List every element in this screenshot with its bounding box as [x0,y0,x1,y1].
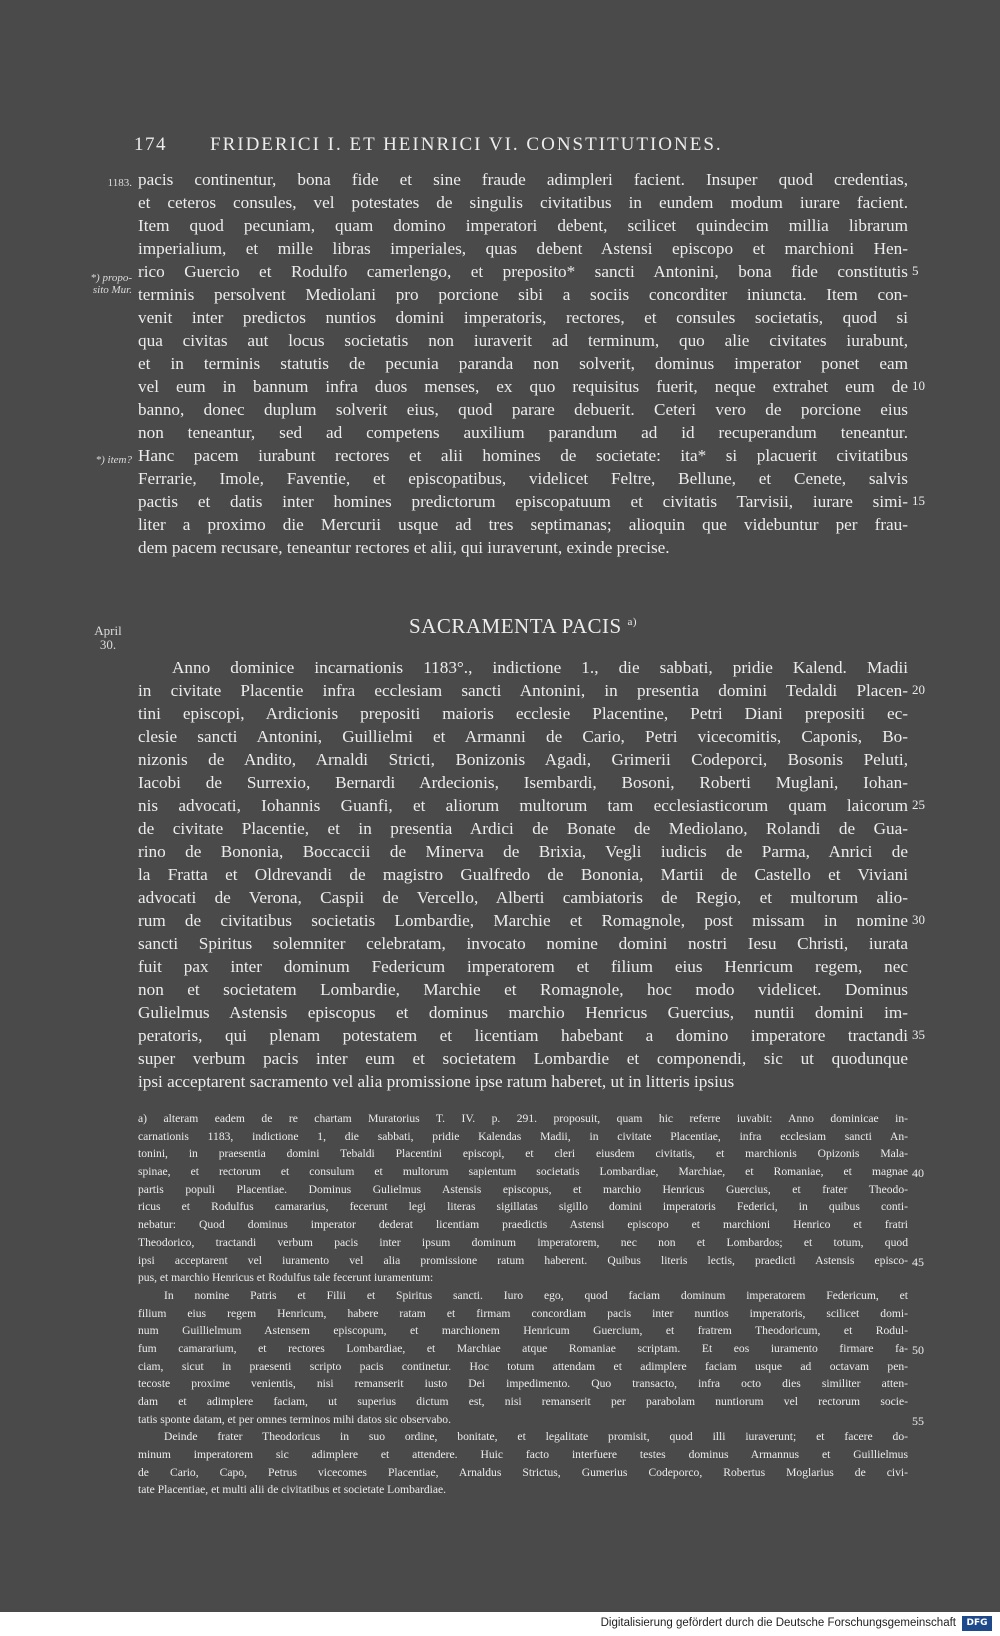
body-line: vel eum in bannum infra duos menses, ex quo requisitus fuerit, neque extrahet eum de [138,377,908,396]
line-number: 35 [912,1027,925,1042]
footnote-line: fum camararium, et rectores Lombardiae, et Marchiae atque Romaniae scriptam. Et eos iuramento firmare fa- [138,1341,908,1355]
section-line: clesie sancti Antonini, Guillielmi et Armanni de Cario, Petri vicecomitis, Caponis, Bo- [138,727,908,746]
body-line: et ceteros consules, vel potestates de singulis civitatibus in eundem modum iurare facient. [138,193,908,212]
section-line: Anno dominice incarnationis 1183°., indictione 1., die sabbati, pridie Kalend. Madii [172,658,908,677]
section-line: fuit pax inter dominum Federicum imperatorem et filium eius Henricum regem, nec [138,957,908,976]
section-line: la Fratta et Oldrevandi de magistro Gualfredo de Bononia, Martii de Castello et Viviani [138,865,908,884]
margin-note: *) item? [95,454,132,466]
line-number: 30 [912,912,925,927]
section-line: peratoris, qui plenam potestatem et licentiam habebant a domino imperatore tractandi [138,1026,908,1045]
section-line: nis advocati, Iohannis Guanfi, et aliorum multorum tam ecclesiasticorum quam laicorum [138,796,908,815]
footnote-line: In nomine Patris et Filii et Spiritus sancti. Iuro ego, quod faciam dominum imperatorem Federicum, et [164,1288,908,1302]
footnote-line: ciam, sicut in praesenti scripto pacis continetur. Hoc totum attendam et adimplere faciam usque ad octavam pen- [138,1359,908,1373]
margin-note: 30. [99,637,117,652]
section-text [138,656,908,1093]
footnote-line: nebatur: Quod dominus imperator dederat licentiam praedictis Astensi episcopo et marchioni Henrico et fratri [138,1218,908,1232]
footnote-line-number: 40 [912,1166,924,1181]
footnote-line: tonini, in praesentia domini Tebaldi Placentini episcopi, et cleri eiusdem civitatis, et marchionis Opizonis Mala- [138,1147,908,1161]
line-number: 20 [912,682,925,697]
section-line: nizonis de Andito, Arnaldi Stricti, Bonizonis Agadi, Grimerii Codeporci, Bosonis Peluti, [138,750,908,769]
footnote-line: filium eius regem Henricum, habere ratam et firmam concordiam pacis inter nuntios imperatoris, scilicet domi- [138,1306,908,1320]
footnote-line-number: 50 [912,1343,924,1358]
footnote-line: a) alteram eadem de re chartam Muratorius T. IV. p. 291. proposuit, quam hic referre iuvabit: Anno dominicae in- [138,1112,908,1125]
margin-note: sito Mur. [92,284,132,296]
body-line: Item quod pecuniam, quam domino imperatori debent, scilicet quindecim millia librarum [138,216,908,235]
section-line: super verbum pacis inter eum et societatem Lombardie et componendi, sic ut quodunque [138,1049,908,1068]
funding-notice: Digitalisierung gefördert durch die Deutsche Forschungsgemeinschaft [600,1617,956,1629]
footnote-line: carnationis 1183, indictione 1, die sabbati, pridie Kalendas Madii, in civitate Placentiae, infra ecclesiam sancti An- [138,1129,908,1143]
section-line: Gulielmus Astensis episcopus et dominus marchio Henricus Guercius, nuntii domini im- [138,1003,908,1022]
section-line: non et societatem Lombardie, Marchie et Romagnole, hoc modo videlicet. Dominus [138,980,908,999]
body-line: Ferrarie, Imole, Faventie, et episcopatibus, videlicet Feltre, Bellune, et Cenete, salvis [138,469,908,488]
body-line: qua civitas aut locus societatis non iuraverit ad terminum, quo alie civitates iurabunt, [138,331,908,350]
body-text [138,168,908,559]
body-line: dem pacem recusare, teneantur rectores et alii, qui iuraverunt, exinde precise. [138,538,670,557]
margin-note: *) propo- [90,272,132,284]
footnote-line: pus, et marchio Henricus et Rodulfus tale fecerunt iuramentum: [138,1271,434,1285]
footnote-line: num Guillielmum Astensem episcopum, et marchionem Henricum Guercium, et fratrem Theodoricum, et Rodul- [138,1324,908,1338]
body-line: terminis persolvent Mediolani pro porcione sibi a sociis concorditer iniuncta. Item con- [138,285,908,304]
footnote-line: tate Placentiae, et multi alii de civitatibus et societate Lombardiae. [138,1483,447,1497]
margin-note: 1183. [107,177,132,189]
line-number: 25 [912,797,925,812]
body-line: banno, donec duplum solverit eius, quod parare debuerit. Ceteri vero de porcione eius [138,400,908,419]
dfg-logo[interactable]: DFG [962,1616,992,1631]
body-line: liter a proximo die Mercurii usque ad tres septimanas; alioquin que videbuntur per frau- [138,515,908,534]
body-line: rico Guercio et Rodulfo camerlengo, et preposito* sancti Antonini, bona fide constitutis [138,262,908,281]
line-number: 15 [912,493,925,508]
margin-note: April [94,623,122,638]
footnote-line: de Cario, Capo, Petrus vicecomes Placentiae, Arnaldus Strictus, Gumerius Codeporco, Robertus Moglarius de civi- [138,1465,908,1479]
section-line: in civitate Placentie infra ecclesiam sancti Antonini, in presentia domini Tedaldi Placen- [138,681,908,700]
footnote-line: dam et adimplere faciam, ut superius dictum est, nisi remanserit per parabolam nuntiorum vel rectorum socie- [138,1395,908,1408]
body-line: pacis continentur, bona fide et sine fraude adimpleri facient. Insuper quod credentias, [138,170,908,189]
body-line: Hanc pacem iurabunt rectores et alii homines de societate: ita* si placuerit civitatibus [138,446,908,465]
footnote-line-number: 55 [912,1413,924,1428]
digitization-footer [0,1612,1000,1636]
section-line: sancti Spiritus solemniter celebratam, invocato nomine domini nostri Iesu Christi, iurata [138,934,908,953]
body-line: et in terminis statutis de pecunia paranda non solverit, dominus imperator ponet eam [138,354,908,373]
page-number: 174 [134,134,167,155]
footnote-line: partis populi Placentiae. Dominus Gulielmus Astensis episcopus, et marchio Henricus Guercius, et frater Theodo- [138,1182,908,1196]
section-line: ipsi acceptarent sacramento vel alia promissione ipse ratum haberet, ut in litteris ipsius [138,1072,735,1091]
section-line: rino de Bononia, Boccaccii de Minerva de Brixia, Vegli iudicis de Parma, Anrici de [138,842,908,861]
footnote-line: minum imperatorem sic adimplere et attendere. Huic facto interfuere testes dominus Armannus et Guillielmus [138,1448,908,1462]
line-number: 10 [912,378,925,393]
heading-footnote-mark: a) [627,616,637,628]
body-line: non teneantur, sed ad competens auxilium parandum ad id recuperandum teneantur. [138,423,908,442]
footnote-line: ricus et Rodulfus camararius, fecerunt legi literas sigillatas sigillo domini imperatoris Federici, in quibus conti- [138,1200,908,1214]
section-line: Iacobi de Surrexio, Bernardi Ardecionis, Isembardi, Bosoni, Roberti Muglani, Iohan- [138,773,908,792]
footnote-line: tatis sponte datam, et per omnes terminos mihi datos sic observabo. [138,1412,451,1426]
line-number: 5 [912,263,919,278]
page-header [134,134,904,156]
footnote-line: Deinde frater Theodoricus in suo ordine, bonitate, et legalitate promisit, quod illi iuraverunt; et facere do- [164,1430,908,1444]
section-line: advocati de Verona, Caspii de Vercello, Alberti cambiatoris de Regio, et multorum alio- [138,888,908,907]
section-heading: SACRAMENTA PACIS $^{a)}$ [409,614,637,638]
footnote-line: ipsi acceptarent vel iuramento vel alia promissione ratum haberent. Quibus literis lectis, praedicti Astensis episco- [138,1253,908,1267]
body-line: imperialium, et mille libras imperiales, quas debent Astensi episcopo et marchioni Hen- [138,239,908,258]
footnote-line: Theodorico, tractandi verbum pacis inter ipsum dominum imperatorem, nec non et Lombardos; et totum, quod [138,1235,908,1249]
footnote-line: tecoste proxime venientis, nisi remanserit iusto Dei impedimento. Quo transacto, infra octo dies similiter atten- [138,1377,908,1391]
body-line: venit inter predictos nuntios domini imperatoris, rectores, et consules societatis, quod si [138,308,908,327]
footnote [138,1110,908,1499]
footnote-line: spinae, et rectorum et consulum et multorum sapientum societatis Lombardiae, Marchiae, et Romaniae, et magnae [138,1165,908,1179]
section-line: de civitate Placentie, et in presentia Ardici de Bonate de Mediolano, Rolandi de Gua- [138,819,908,838]
footnote-line-number: 45 [912,1254,924,1269]
section-line: rum de civitatibus societatis Lombardie, Marchie et Romagnole, post missam in nomine [138,911,908,930]
body-line: pactis et datis inter homines predictorum episcopatuum et civitatis Tarvisii, iurare simi- [138,492,908,511]
section-line: tini episcopi, Ardicionis prepositi maioris ecclesie Placentine, Petri Diani prepositi ec- [138,704,908,723]
running-title: FRIDERICI I. ET HEINRICI VI. CONSTITUTIONES. [210,134,723,155]
